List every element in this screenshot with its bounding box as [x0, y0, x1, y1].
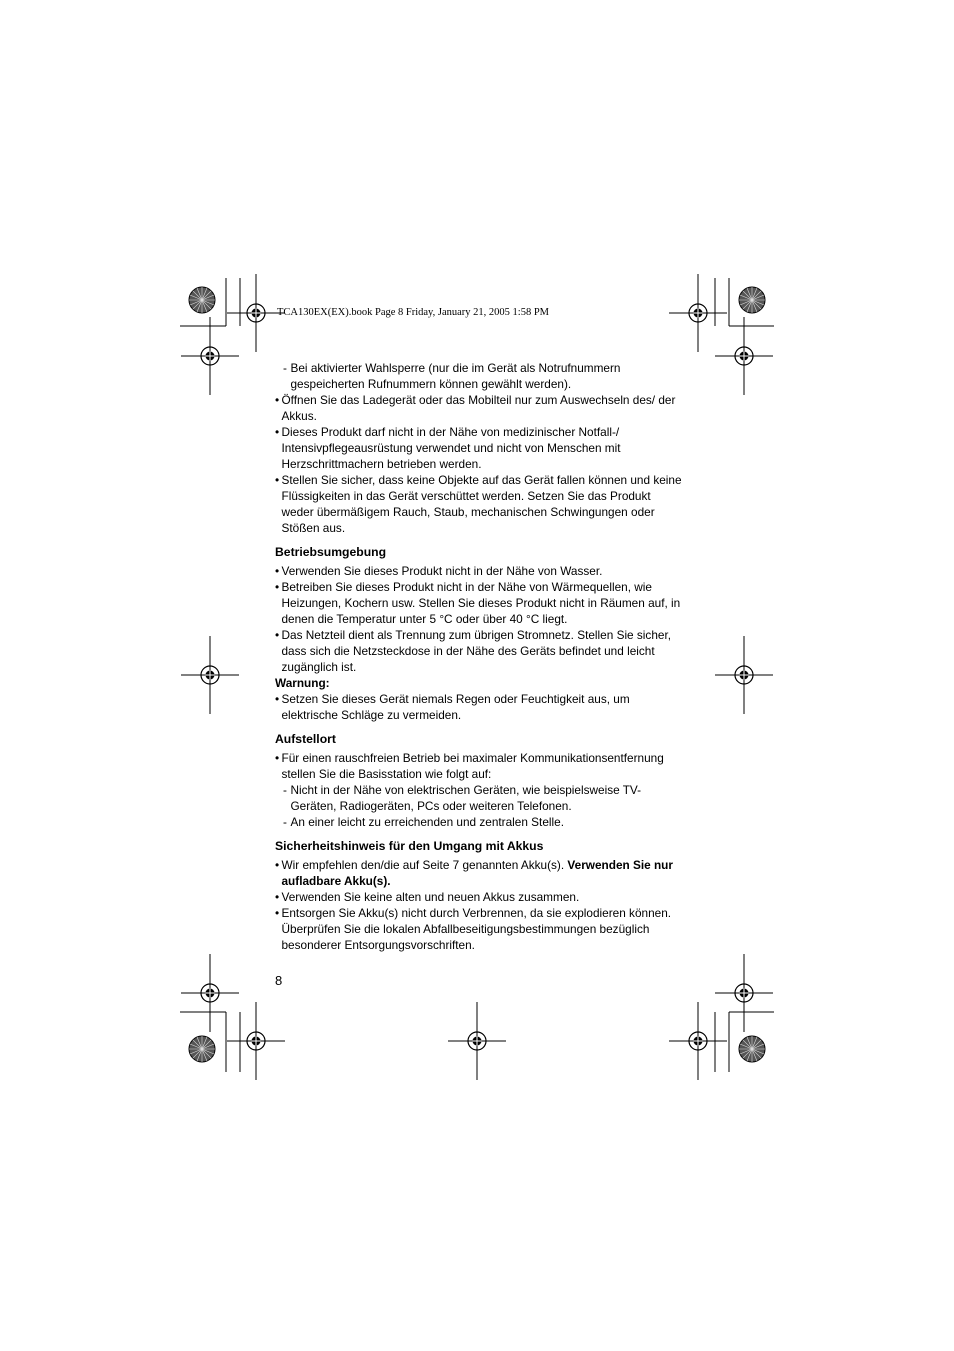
bullet-marker: •	[275, 858, 280, 872]
list-item: • Für einen rauschfreien Betrieb bei maximaler Kommunikationsentfernung stellen Sie die Basisstation wie folgt auf:	[275, 751, 664, 781]
list-item: • Setzen Sie dieses Gerät niemals Regen oder Feuchtigkeit aus, um elektrische Schläge zu vermeiden.	[275, 692, 630, 722]
bullet-marker: •	[275, 751, 280, 765]
list-item: • Betreiben Sie dieses Produkt nicht in der Nähe von Wärmequellen, wie Heizungen, Kochern usw. Stellen Sie dieses Produkt nicht in Räumen auf, in denen die Temperatur unter 5 °C oder über 40 °C liegt.	[275, 580, 681, 626]
bullet-marker: •	[275, 906, 280, 920]
list-item: • Verwenden Sie dieses Produkt nicht in der Nähe von Wasser.	[275, 564, 603, 578]
bullet-marker: •	[275, 393, 280, 407]
warning-label: Warnung:	[275, 676, 330, 690]
list-item: • Stellen Sie sicher, dass keine Objekte auf das Gerät fallen können und keine Flüssigkeiten in das Gerät verschüttet werden. Setzen Sie das Produkt weder übermäßigem Rauch, Staub, mechanischen Schwingungen oder Stößen aus.	[275, 473, 682, 535]
list-item: - Bei aktivierter Wahlsperre (nur die im Gerät als Notrufnummern gespeicherten Rufnummern können gewählt werden).	[283, 361, 621, 391]
bullet-marker: •	[275, 692, 280, 706]
list-item: • Das Netzteil dient als Trennung zum übrigen Stromnetz. Stellen Sie sicher, dass sich die Netzsteckdose in der Nähe des Geräts befindet und leicht zugänglich ist.	[275, 628, 671, 674]
bullet-marker: •	[275, 473, 280, 487]
dash-marker: -	[283, 361, 287, 375]
list-item: • Öffnen Sie das Ladegerät oder das Mobilteil nur zum Auswechseln des/ der Akkus.	[275, 393, 676, 423]
bullet-marker: •	[275, 425, 280, 439]
section-heading-aufstellort: Aufstellort	[275, 732, 336, 746]
section-heading-betriebsumgebung: Betriebsumgebung	[275, 545, 387, 559]
list-item: • Wir empfehlen den/die auf Seite 7 genannten Akku(s). Verwenden Sie nur aufladbare Akku(s).	[275, 858, 673, 888]
list-item: • Verwenden Sie keine alten und neuen Akkus zusammen.	[275, 890, 580, 904]
list-item: • Dieses Produkt darf nicht in der Nähe von medizinischer Notfall-/ Intensivpflegeausrüstung verwendet und nicht von Menschen mit Herzschrittmachern betrieben werden.	[275, 425, 621, 471]
main-content	[275, 360, 685, 953]
bullet-marker: •	[275, 580, 280, 594]
print-header: TCA130EX(EX).book Page 8 Friday, January 21, 2005 1:58 PM	[277, 307, 550, 318]
page-number: 8	[275, 973, 283, 988]
list-item: - Nicht in der Nähe von elektrischen Geräten, wie beispielsweise TV-Geräten, Radiogeräten, PCs oder weiteren Telefonen.	[283, 783, 642, 813]
list-item: • Entsorgen Sie Akku(s) nicht durch Verbrennen, da sie explodieren können. Überprüfen Sie die lokalen Abfallbeseitigungsbestimmungen bezüglich besonderer Entsorgungsvorschriften.	[275, 906, 672, 952]
section-heading-akkus: Sicherheitshinweis für den Umgang mit Akkus	[275, 839, 544, 853]
dash-marker: -	[283, 815, 287, 829]
bullet-marker: •	[275, 564, 280, 578]
bullet-marker: •	[275, 628, 280, 642]
bullet-marker: •	[275, 890, 280, 904]
emphasis-text: Verwenden Sie nur aufladbare Akku(s).	[281, 858, 673, 888]
list-item: - An einer leicht zu erreichenden und zentralen Stelle.	[283, 815, 564, 829]
dash-marker: -	[283, 783, 287, 797]
